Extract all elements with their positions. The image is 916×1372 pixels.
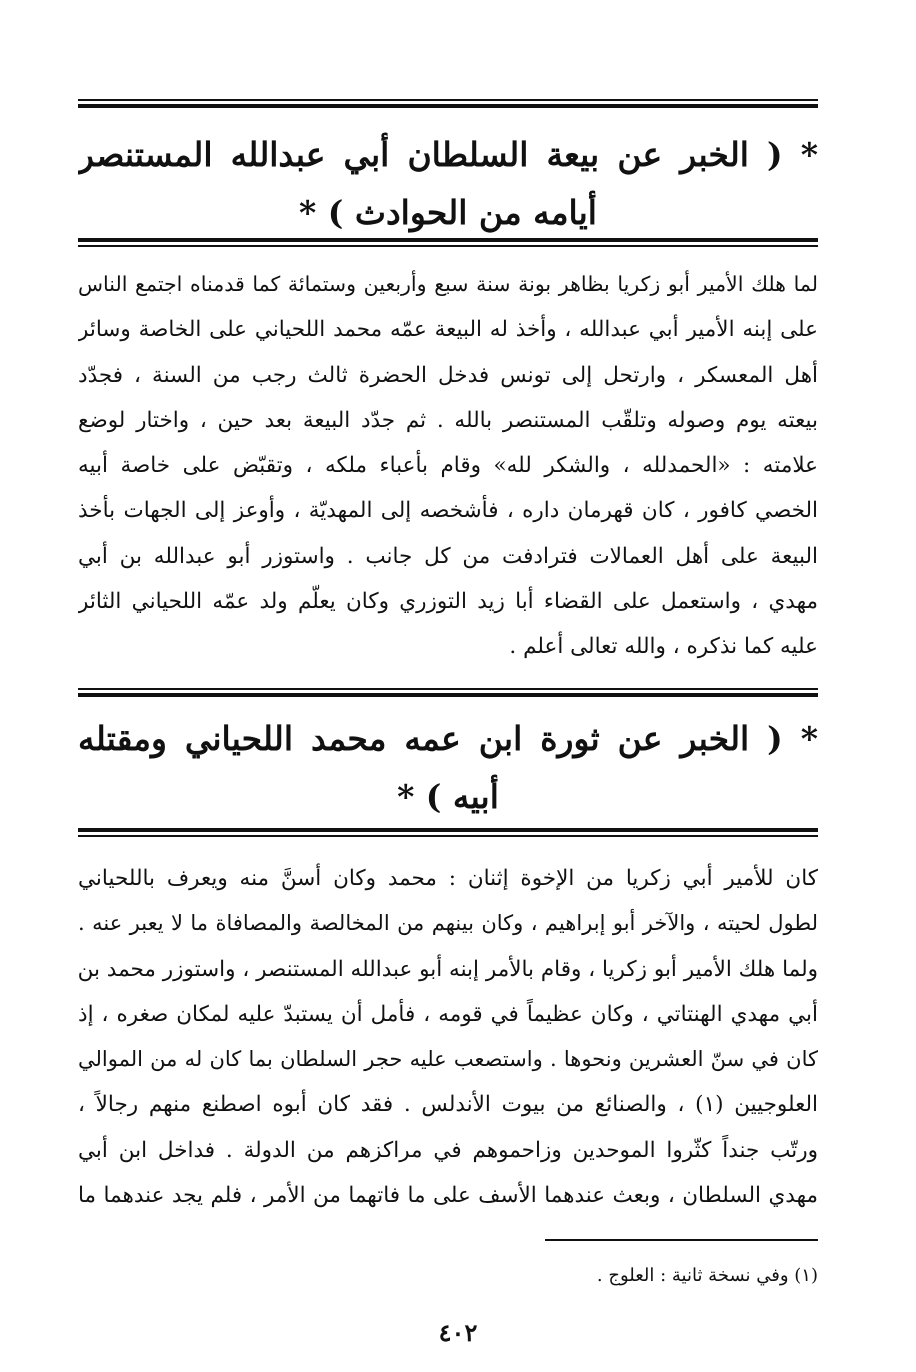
paragraph-line: كان للأمير أبي زكريا من الإخوة إثنان : محمد وكان أسنَّ منه ويعرف باللحياني — [78, 866, 818, 891]
paragraph-line: العلوجيين (١) ، والصنائع من بيوت الأندلس . فقد كان أبوه اصطنع منهم رجالاً ، — [78, 1092, 818, 1118]
section1-heading-line1: * ( الخبر عن بيعة السلطان أبي عبدالله المستنصر — [78, 135, 818, 174]
paragraph-line: على إبنه الأمير أبي عبدالله ، وأخذ له البيعة عمّه محمد اللحياني على الخاصة وسائر — [78, 317, 818, 343]
section2-heading-rule — [78, 828, 818, 837]
paragraph-line: بيعته يوم وصوله وتلقّب المستنصر بالله . ثم جدّد البيعة بعد حين ، واختار لوضع — [78, 407, 818, 433]
paragraph-line: مهدي السلطان ، وبعث عندهما الأسف على ما فاتهما من الأمر ، فلم يجد عندهما ما — [78, 1183, 818, 1209]
paragraph-line: الخصي كافور ، كان قهرمان داره ، فأشخصه إلى المهديّة ، وأوعز إلى الجهات بأخذ — [78, 498, 818, 524]
paragraph-line: كان في سنّ العشرين ونحوها . واستصعب عليه حجر السلطان بما كان له من الموالي — [78, 1047, 818, 1072]
paragraph-line: البيعة على أهل العمالات فترادفت من كل جانب . واستوزر أبو عبدالله بن أبي — [78, 543, 818, 569]
section1-heading-rule — [78, 238, 818, 247]
paragraph-line: ورتّب جنداً كثّروا الموحدين وزاحموهم في مراكزهم من الدولة . فداخل ابن أبي — [78, 1137, 818, 1163]
top-double-rule — [78, 99, 818, 108]
section1-body — [78, 262, 818, 670]
paragraph-line: أبي مهدي الهنتاتي ، وكان عظيماً في قومه ، فأمل أن يستبدّ عليه لمكان صغره ، إذ — [78, 1001, 818, 1027]
paragraph-line: لطول لحيته ، والآخر أبو إبراهيم ، وكان بينهم من المخالصة والمصافاة ما لا يعبر عنه . — [78, 911, 818, 936]
page-number: ٤٠٢ — [438, 1318, 478, 1347]
paragraph-line: مهدي ، واستعمل على القضاء أبا زيد التوزري وكان يعلّم ولد عمّه اللحياني الثائر — [78, 589, 818, 615]
footnote: (١) وفي نسخة ثانية : العلوج . — [596, 1265, 818, 1286]
section2-heading-line1: * ( الخبر عن ثورة ابن عمه محمد اللحياني ومقتله — [78, 719, 818, 758]
section2-top-rule — [78, 688, 818, 697]
paragraph-line: لما هلك الأمير أبو زكريا بظاهر بونة سنة سبع وأربعين وستمائة كما قدمناه اجتمع الناس — [78, 272, 818, 296]
section2-heading-line2: أبيه ) * — [397, 777, 499, 816]
paragraph-line: عليه كما نذكره ، والله تعالى أعلم . — [509, 634, 818, 660]
section2-body — [78, 856, 818, 1218]
paragraph-line: علامته : «الحمدلله ، والشكر لله» وقام بأعباء ملكه ، وتقبّض على خاصة أبيه — [78, 453, 818, 479]
paragraph-line: أهل المعسكر ، وارتحل إلى تونس فدخل الحضرة ثالث رجب من السنة ، فجدّد — [78, 362, 818, 388]
footnote-separator — [545, 1239, 818, 1241]
section2-heading — [78, 710, 818, 826]
section1-heading-line2: أيامه من الحوادث ) * — [299, 193, 597, 232]
section1-heading — [78, 126, 818, 242]
paragraph-line: ولما هلك الأمير أبو زكريا ، وقام بالأمر إبنه أبو عبدالله المستنصر ، واستوزر محمد بن — [78, 956, 818, 982]
